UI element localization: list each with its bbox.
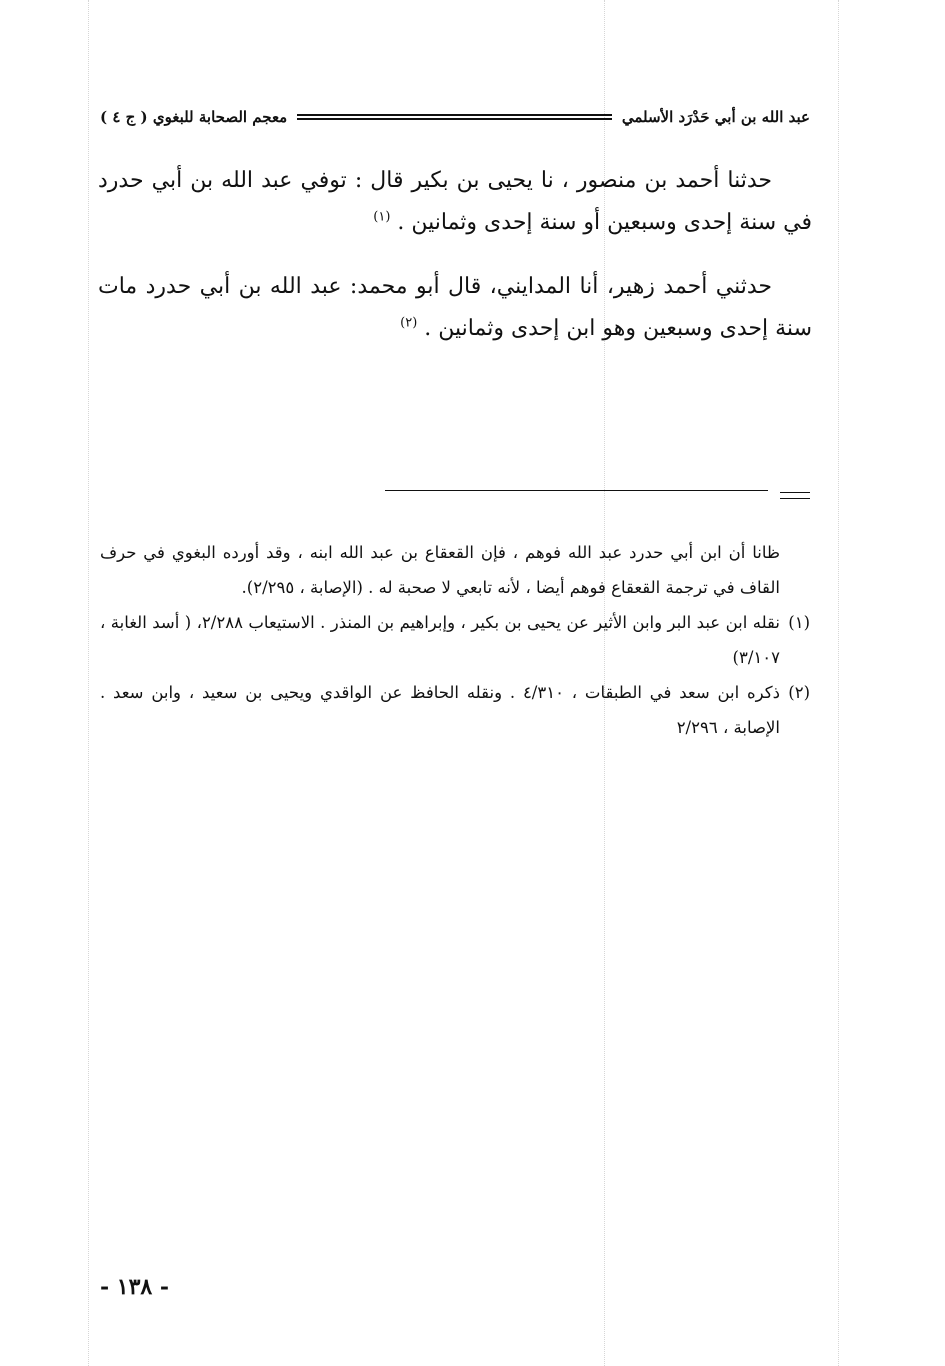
page-number: - ١٣٨ - <box>100 1274 170 1300</box>
footnote-separator <box>385 488 810 502</box>
footnote-continuation: ظانا أن ابن أبي حدرد عبد الله فوهم ، فإن القعقاع بن عبد الله ابنه ، وقد أورده البغوي في حرف القاف في ترجمة القعقاع فوهم أيضا ، لأنه تابعي لا صحبة له . (الإصابة ، ٢/٢٩٥). <box>100 543 780 597</box>
footnote-2 <box>100 675 810 745</box>
main-text <box>98 160 812 372</box>
paragraph-1 <box>98 160 812 244</box>
separator-line <box>385 490 768 491</box>
footnote-2-text: ذكره ابن سعد في الطبقات ، ٤/٣١٠ . ونقله الحافظ عن الواقدي ويحيى بن سعيد ، وابن سعد . الإصابة ، ٢/٢٩٦ <box>100 683 780 737</box>
scan-line <box>838 0 839 1366</box>
scan-line <box>88 0 89 1366</box>
footnotes <box>100 535 810 745</box>
paragraph-2 <box>98 266 812 350</box>
footnote-1 <box>100 605 810 675</box>
separator-double-dash <box>780 492 810 499</box>
footnote-ref-1: (١) <box>373 209 391 225</box>
running-header <box>100 100 810 134</box>
paragraph-2-text: حدثني أحمد زهير، أنا المدايني، قال أبو محمد: عبد الله بن أبي حدرد مات سنة إحدى وسبعين وهو ابن إحدى وثمانين . <box>98 274 812 341</box>
footnote-2-number: (٢) <box>788 683 810 702</box>
footnote-ref-2: (٢) <box>400 315 418 331</box>
header-right-title: عبد الله بن أبي حَدْرَد الأسلمي <box>621 108 810 126</box>
header-left-title: معجم الصحابة للبغوي ( ج ٤ ) <box>100 108 288 126</box>
footnote-1-number: (١) <box>788 613 810 632</box>
footnote-1-text: نقله ابن عبد البر وابن الأثير عن يحيى بن بكير ، وإبراهيم بن المنذر . الاستيعاب ٢/٢٨٨، ( أسد الغابة ، ٣/١٠٧) <box>100 613 780 667</box>
paragraph-1-text: حدثنا أحمد بن منصور ، نا يحيى بن بكير قال : توفي عبد الله بن أبي حدرد في سنة إحدى وسبعين أو سنة إحدى وثمانين . <box>98 168 812 235</box>
header-rule <box>297 114 612 120</box>
